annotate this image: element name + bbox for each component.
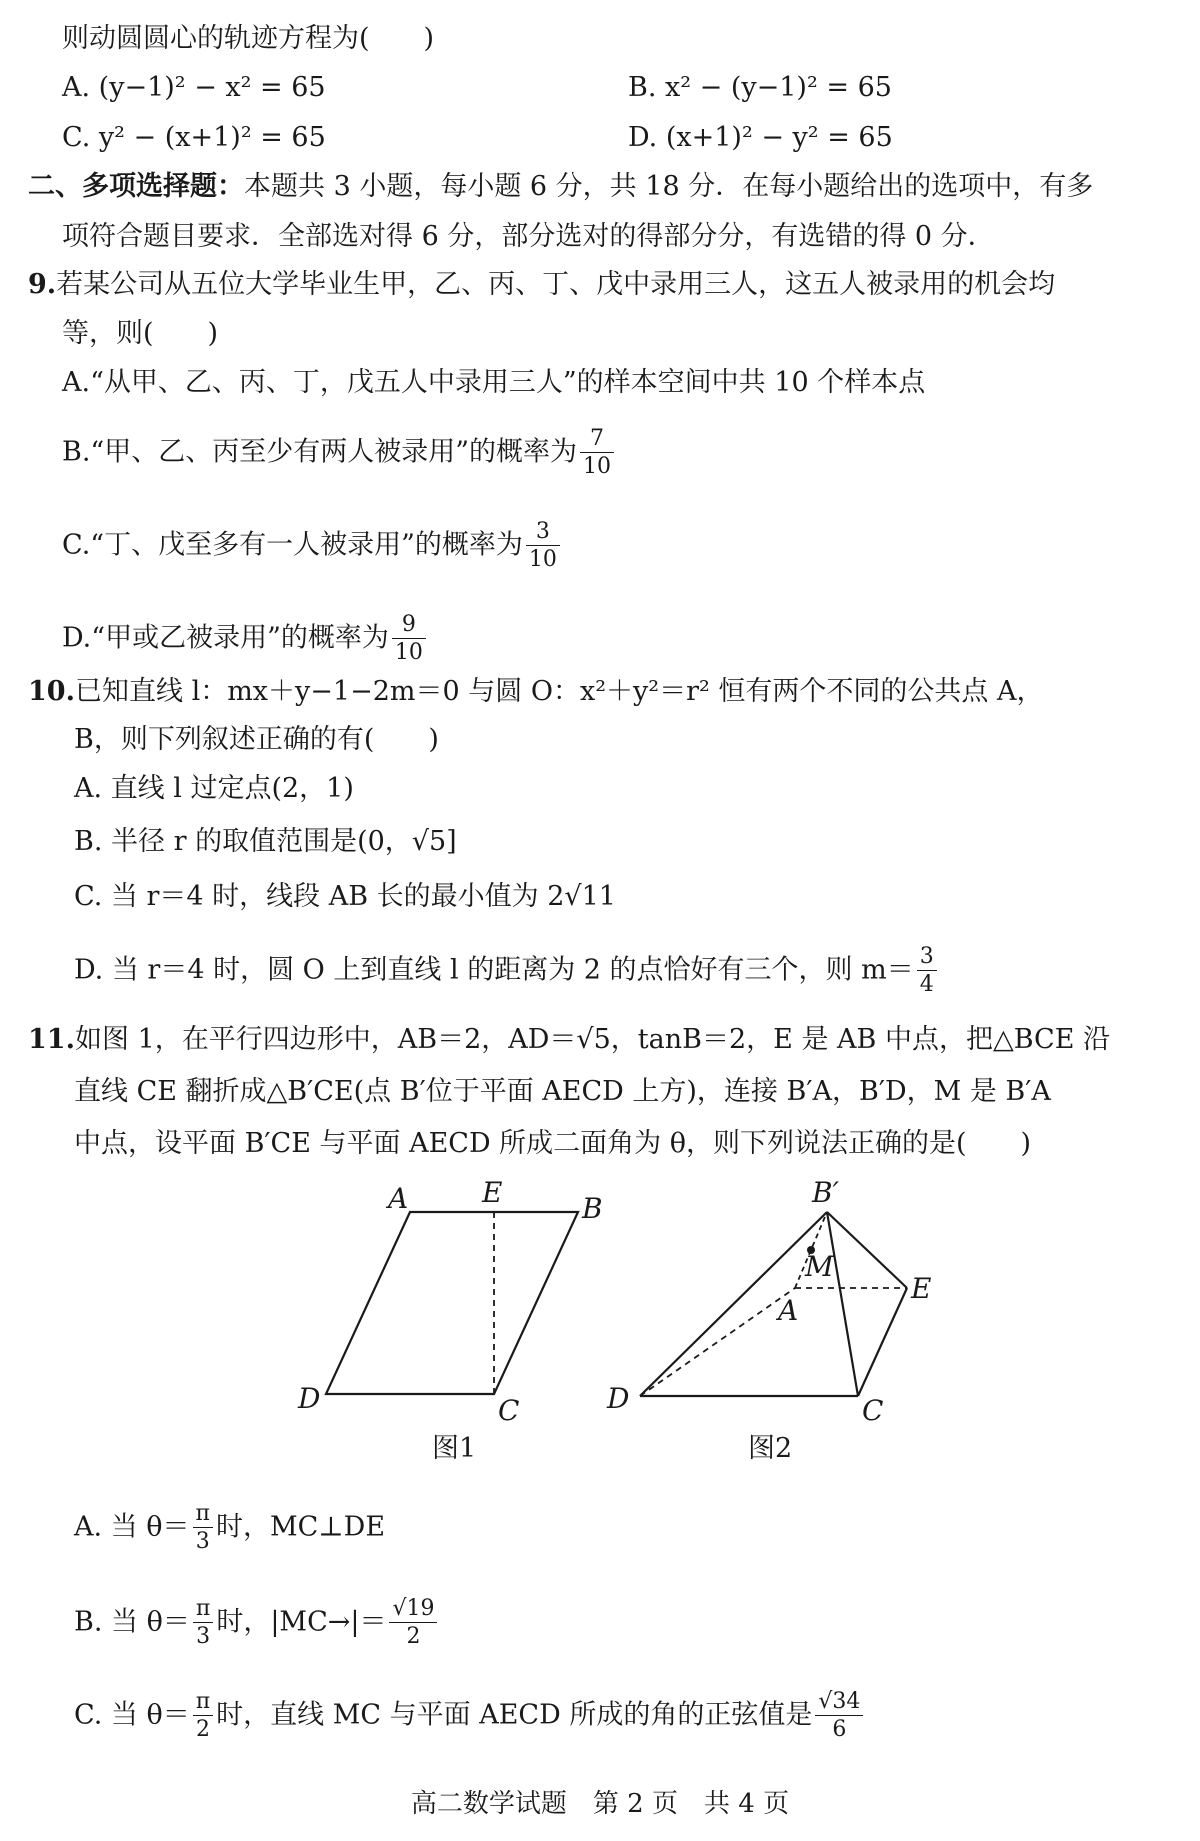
fig2-label-a: A bbox=[778, 1294, 799, 1327]
q10-option-b: B. 半径 r 的取值范围是(0，√5] bbox=[74, 826, 457, 857]
fig1-label-c: C bbox=[498, 1394, 520, 1427]
q11-option-c-pre: C. 当 θ＝ bbox=[74, 1699, 190, 1731]
fraction-denominator: 3 bbox=[193, 1527, 213, 1553]
fraction-denominator: 10 bbox=[392, 638, 426, 664]
q9-option-b bbox=[62, 428, 617, 478]
fraction-numerator: π bbox=[195, 1596, 211, 1621]
q10-option-c: C. 当 r＝4 时，线段 AB 长的最小值为 2√11 bbox=[74, 881, 616, 912]
q11-stem-line1 bbox=[28, 1023, 1110, 1057]
q9-option-c bbox=[62, 521, 563, 571]
q9-stem-line1 bbox=[28, 268, 1055, 302]
q11-stem: 如图 1，在平行四边形中，AB＝2，AD＝√5，tanB＝2，E 是 AB 中点，把△BCE 沿 bbox=[74, 1024, 1111, 1055]
fraction-denominator: 2 bbox=[193, 1715, 213, 1741]
q10-option-d-text: D. 当 r＝4 时，圆 O 上到直线 l 的距离为 2 的点恰好有三个，则 m＝ bbox=[74, 954, 914, 986]
fraction-denominator: 3 bbox=[193, 1622, 213, 1648]
dashed-edge-d-a bbox=[640, 1288, 795, 1396]
fraction-numerator: π bbox=[195, 1501, 210, 1526]
q11-option-b-result bbox=[389, 1598, 437, 1648]
fig1-label-d: D bbox=[298, 1382, 321, 1415]
section2-title: 二、多项选择题： bbox=[28, 171, 244, 202]
q10-option-a: A. 直线 l 过定点(2，1) bbox=[74, 773, 354, 804]
fraction-numerator: 3 bbox=[535, 519, 550, 544]
q9-option-d-fraction bbox=[392, 614, 426, 664]
q11-option-b bbox=[74, 1598, 440, 1648]
q9-option-d-text: D.“甲或乙被录用”的概率为 bbox=[62, 622, 389, 654]
figure-1 bbox=[326, 1212, 578, 1394]
fraction-numerator: 3 bbox=[919, 944, 934, 969]
q11-option-b-theta bbox=[193, 1598, 213, 1648]
q11-option-c bbox=[74, 1691, 866, 1741]
fraction-denominator: 2 bbox=[389, 1622, 437, 1648]
q8-option-c: C. y² − (x+1)² = 65 bbox=[62, 122, 326, 153]
fraction-numerator: 7 bbox=[590, 426, 605, 451]
fig1-label-a: A bbox=[388, 1182, 409, 1215]
q9-option-b-fraction bbox=[580, 428, 614, 478]
q9-stem: 若某公司从五位大学毕业生甲，乙、丙、丁、戊中录用三人，这五人被录用的机会均 bbox=[56, 269, 1056, 300]
section2-instructions-1: 本题共 3 小题，每小题 6 分，共 18 分．在每小题给出的选项中，有多 bbox=[244, 171, 1094, 202]
q11-option-a-post: 时，MC⊥DE bbox=[215, 1511, 386, 1543]
fig1-label-b: B bbox=[582, 1192, 603, 1225]
q9-option-c-fraction bbox=[526, 521, 560, 571]
q11-stem-line2: 直线 CE 翻折成△B′CE(点 B′位于平面 AECD 上方)，连接 B′A，B′D，M 是 B′A bbox=[74, 1076, 1051, 1107]
page-footer: 高二数学试题 第 2 页 共 4 页 bbox=[410, 1789, 790, 1819]
fig1-label-e: E bbox=[482, 1176, 503, 1209]
q11-number: 11. bbox=[28, 1024, 75, 1055]
fig2-label-e: E bbox=[911, 1272, 932, 1305]
fraction-denominator: 10 bbox=[526, 545, 560, 571]
q11-option-a-theta bbox=[193, 1503, 213, 1553]
fig2-caption: 图2 bbox=[748, 1433, 793, 1464]
fig2-label-m: M bbox=[805, 1250, 834, 1283]
q8-stem: 则动圆圆心的轨迹方程为( ) bbox=[62, 23, 435, 54]
parallelogram-abcd bbox=[326, 1212, 578, 1394]
q10-option-d bbox=[74, 946, 940, 996]
edge-e-c bbox=[858, 1288, 907, 1396]
q9-number: 9. bbox=[28, 269, 57, 300]
fig1-caption: 图1 bbox=[432, 1433, 477, 1464]
fraction-numerator: √34 bbox=[818, 1689, 861, 1714]
fraction-denominator: 6 bbox=[815, 1715, 863, 1741]
q11-option-a-pre: A. 当 θ＝ bbox=[74, 1511, 190, 1543]
fraction-numerator: 9 bbox=[401, 612, 416, 637]
q8-option-b: B. x² − (y−1)² = 65 bbox=[628, 72, 892, 103]
q10-stem: 已知直线 l：mx＋y−1−2m＝0 与圆 O：x²＋y²＝r² 恒有两个不同的公共点 A， bbox=[74, 676, 1044, 707]
q9-stem-line2: 等，则( ) bbox=[62, 318, 219, 349]
fraction-numerator: √19 bbox=[392, 1596, 435, 1621]
q10-stem-line1 bbox=[28, 675, 1044, 709]
q9-option-c-text: C.“丁、戊至多有一人被录用”的概率为 bbox=[62, 529, 523, 561]
fraction-denominator: 4 bbox=[917, 970, 937, 996]
q11-option-b-pre: B. 当 θ＝ bbox=[74, 1606, 190, 1638]
q10-option-d-fraction bbox=[917, 946, 937, 996]
fig2-label-bprime: B′ bbox=[812, 1176, 839, 1209]
fig2-label-d: D bbox=[607, 1382, 630, 1415]
section2-line1 bbox=[28, 170, 1093, 204]
q11-option-c-result bbox=[815, 1691, 863, 1741]
fraction-numerator: π bbox=[195, 1689, 211, 1714]
q9-option-d bbox=[62, 614, 429, 664]
q10-number: 10. bbox=[28, 676, 75, 707]
edge-d-bprime bbox=[640, 1212, 827, 1396]
figure-2 bbox=[640, 1212, 907, 1396]
q11-figures bbox=[0, 1170, 1200, 1470]
q11-option-c-mid: 时，直线 MC 与平面 AECD 所成的角的正弦值是 bbox=[216, 1699, 813, 1731]
edge-bprime-e bbox=[827, 1212, 907, 1288]
q11-option-c-theta bbox=[193, 1691, 213, 1741]
fig2-label-c: C bbox=[862, 1394, 884, 1427]
q8-option-d: D. (x+1)² − y² = 65 bbox=[628, 122, 893, 153]
q11-option-a bbox=[74, 1503, 385, 1553]
edge-bprime-c bbox=[827, 1212, 858, 1396]
section2-instructions-2: 项符合题目要求．全部选对得 6 分，部分选对的得部分分，有选错的得 0 分． bbox=[62, 221, 995, 252]
q9-option-a: A.“从甲、乙、丙、丁，戊五人中录用三人”的样本空间中共 10 个样本点 bbox=[62, 367, 926, 398]
q11-option-b-mid: 时，|MC→|＝ bbox=[216, 1606, 387, 1638]
q9-option-b-text: B.“甲、乙、丙至少有两人被录用”的概率为 bbox=[62, 436, 578, 468]
q11-stem-line3: 中点，设平面 B′CE 与平面 AECD 所成二面角为 θ，则下列说法正确的是( ) bbox=[74, 1128, 1032, 1159]
q10-stem-line2: B，则下列叙述正确的有( ) bbox=[74, 724, 439, 755]
q8-option-a: A. (y−1)² − x² = 65 bbox=[62, 72, 326, 103]
fraction-denominator: 10 bbox=[580, 452, 614, 478]
